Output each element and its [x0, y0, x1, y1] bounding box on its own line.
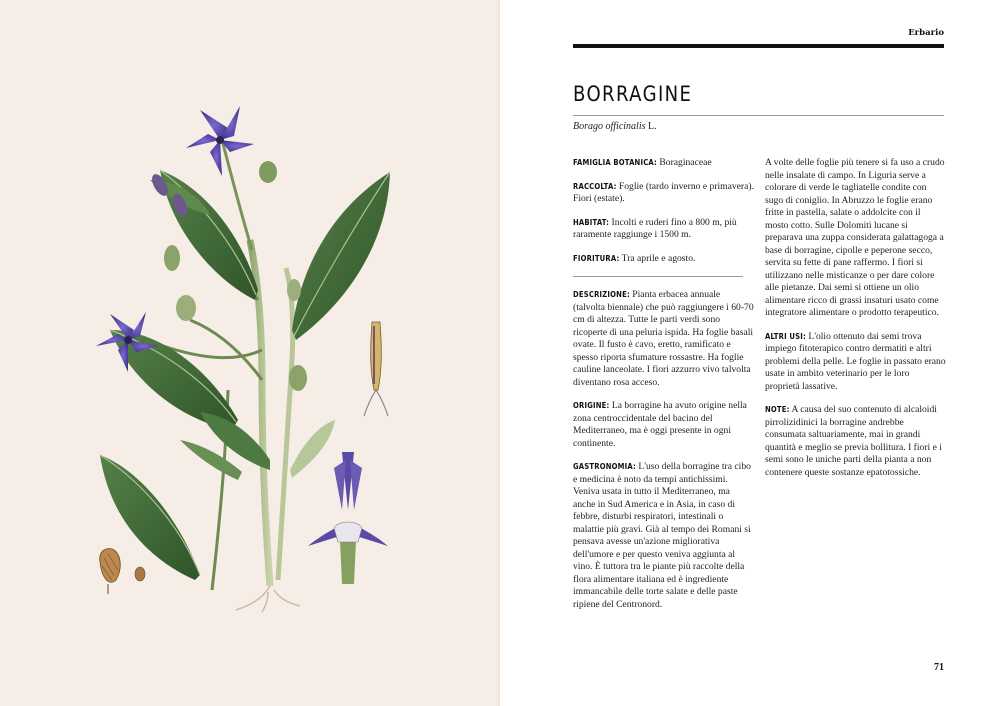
entry-text: Tra aprile e agosto.	[619, 252, 696, 264]
entry-habitat	[573, 217, 754, 242]
entry-note	[765, 404, 946, 479]
entry-gastronomia-continued	[765, 157, 946, 320]
entry-label: ALTRI USI:	[765, 331, 806, 341]
entry-descrizione	[573, 289, 754, 389]
entry-label: DESCRIZIONE:	[573, 290, 630, 299]
entry-label: NOTE:	[765, 405, 790, 414]
entry-text: La borragine ha avuto origine nella zona centroccidentale del bacino del Mediterraneo, ma è oggi presente in ogni continente.	[573, 400, 747, 449]
entry-gastronomia	[573, 461, 754, 611]
section-rule	[573, 276, 743, 277]
entry-text: L'olio ottenuto dai semi trova impiego fitoterapico contro dermatiti e altri problemi della pelle. Le foglie in passato erano usate in ambito veterinario per le loro proprietà lassative.	[765, 330, 946, 392]
author-abbrev: L.	[645, 121, 657, 132]
top-rule	[573, 44, 944, 48]
entry-text: Incolti e ruderi fino a 800 m, più raramente raggiunge i 1500 m.	[573, 216, 737, 240]
entry-famiglia	[573, 157, 754, 170]
entry-text: Foglie (tardo inverno e primavera). Fiori (estate).	[573, 180, 754, 204]
plant-title: BORRAGINE	[573, 82, 693, 106]
entry-text: A causa del suo contenuto di alcaloidi pirrolizidinici la borragine andrebbe consumata saltuariamente, mai in grandi quantità e meglio se previa bollitura. I fiori e i semi sono le uniche parti della pianta a non contenere queste sostanze epatotossiche.	[765, 404, 942, 478]
entry-text: Boraginaceae	[657, 157, 712, 168]
entry-raccolta	[573, 181, 754, 206]
entry-label: FIORITURA:	[573, 253, 620, 263]
entry-altri-usi	[765, 331, 946, 394]
entry-label: RACCOLTA:	[573, 181, 617, 191]
left-text-column	[573, 157, 754, 622]
entry-label: HABITAT:	[573, 217, 610, 227]
entry-text: A volte delle foglie più tenere si fa uso a crudo nelle insalate di campo. In Liguria serve a colorare di verde le tagliatelle condite con sugo di coniglio. In Abruzzo le foglie erano fritte in pastella, salate o addolcite con il mosto cotto. Sulle Dolomiti lucane si preparava una zuppa considerata galattagoga a base di borragine, cipolle e peperone secco, servita su fette di pane raffermo. I fiori si utilizzano nelle misticanze o per dare colore alle pietanze. Dai semi si ottiene un olio alimentare ricco di grassi insaturi usato come integratore alimentare o prodotto terapeutico.	[765, 157, 945, 318]
latin-name	[573, 121, 657, 132]
entry-label: GASTRONOMIA:	[573, 462, 636, 471]
entry-origine	[573, 400, 754, 450]
right-text-column	[765, 157, 946, 490]
running-head: Erbario	[908, 28, 944, 38]
title-rule	[573, 115, 944, 116]
text-page	[500, 0, 1000, 706]
entry-text: Pianta erbacea annuale (talvolta biennale) che può raggiungere i 60-70 cm di altezza. Tutte le parti verdi sono ricoperte di una peluria ispida. Ha foglie basali ovate. Il fusto è cavo, eretto, ramificato e spesso riporta sfumature rossastre. Ha foglie cauline lanceolate. I fiori azzurro vivo talvolta diventano rosa acceso.	[573, 289, 754, 388]
entry-label: ORIGINE:	[573, 401, 610, 410]
entry-text: L'uso della borragine tra cibo e medicina è noto da tempi antichissimi. Veniva usata in tutto il Mediterraneo, ma anche in Sud America e in Asia, in caso di febbre, disturbi respiratori, intestinali o malattie più gravi. Già al tempo dei Romani si pensava avesse un'azione migliorativa dell'umore e per questo veniva aggiunta al vino. È tuttora tra le piante più raccolte della flora alimentare italiana ed è ingrediente immancabile delle torte salate e delle paste ripiene del Centronord.	[573, 461, 751, 610]
scientific-name: Borago officinalis	[573, 121, 646, 132]
entry-label: FAMIGLIA BOTANICA:	[573, 158, 657, 167]
page-number: 71	[934, 662, 944, 673]
entry-fioritura	[573, 253, 754, 266]
